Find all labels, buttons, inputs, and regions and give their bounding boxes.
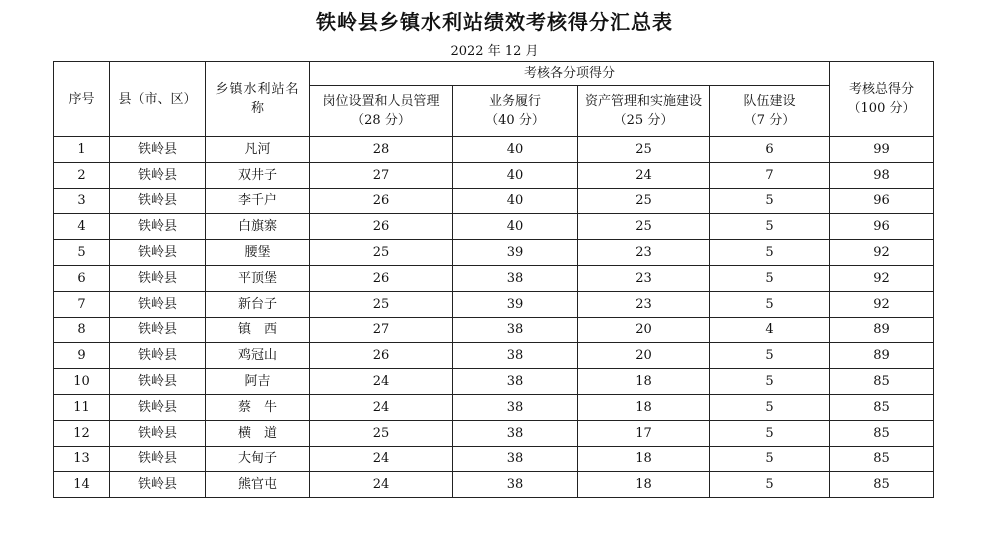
- cell-team-building: 7: [710, 162, 830, 188]
- cell-station: 凡河: [206, 137, 310, 163]
- cell-county: 铁岭县: [110, 369, 206, 395]
- cell-total: 85: [830, 446, 934, 472]
- cell-business-performance: 38: [453, 472, 578, 498]
- cell-team-building: 5: [710, 265, 830, 291]
- cell-team-building: 5: [710, 394, 830, 420]
- cell-county: 铁岭县: [110, 420, 206, 446]
- cell-total: 85: [830, 472, 934, 498]
- cell-county: 铁岭县: [110, 214, 206, 240]
- cell-station: 李千户: [206, 188, 310, 214]
- header-asset-management-line2: （25 分）: [613, 113, 674, 128]
- cell-business-performance: 38: [453, 446, 578, 472]
- cell-county: 铁岭县: [110, 265, 206, 291]
- table-row: [54, 265, 934, 291]
- cell-station: 腰堡: [206, 240, 310, 266]
- cell-station: 阿吉: [206, 369, 310, 395]
- header-post-management: [310, 86, 453, 137]
- table-row: [54, 214, 934, 240]
- cell-total: 89: [830, 317, 934, 343]
- cell-asset-management: 18: [578, 472, 710, 498]
- cell-post-management: 26: [310, 265, 453, 291]
- cell-asset-management: 18: [578, 369, 710, 395]
- header-post-management-line1: 岗位设置和人员管理: [322, 94, 440, 109]
- cell-business-performance: 38: [453, 343, 578, 369]
- cell-index: 13: [54, 446, 110, 472]
- cell-index: 1: [54, 137, 110, 163]
- cell-asset-management: 23: [578, 265, 710, 291]
- cell-total: 85: [830, 420, 934, 446]
- cell-team-building: 5: [710, 240, 830, 266]
- cell-station: 白旗寨: [206, 214, 310, 240]
- cell-post-management: 27: [310, 162, 453, 188]
- cell-post-management: 26: [310, 214, 453, 240]
- table-row: [54, 291, 934, 317]
- cell-asset-management: 25: [578, 137, 710, 163]
- header-total-line1: 考核总得分: [849, 82, 915, 97]
- cell-total: 92: [830, 265, 934, 291]
- cell-total: 98: [830, 162, 934, 188]
- score-summary-table: [53, 61, 934, 498]
- header-post-management-line2: （28 分）: [351, 113, 411, 128]
- page-title: 铁岭县乡镇水利站绩效考核得分汇总表: [316, 10, 673, 34]
- cell-county: 铁岭县: [110, 394, 206, 420]
- table-row: [54, 472, 934, 498]
- cell-business-performance: 38: [453, 369, 578, 395]
- cell-asset-management: 25: [578, 214, 710, 240]
- cell-index: 14: [54, 472, 110, 498]
- cell-index: 7: [54, 291, 110, 317]
- cell-asset-management: 17: [578, 420, 710, 446]
- cell-index: 4: [54, 214, 110, 240]
- cell-county: 铁岭县: [110, 162, 206, 188]
- cell-county: 铁岭县: [110, 472, 206, 498]
- cell-station: 熊官屯: [206, 472, 310, 498]
- cell-total: 96: [830, 214, 934, 240]
- header-row-top: [54, 62, 934, 86]
- cell-station: 双井子: [206, 162, 310, 188]
- cell-index: 11: [54, 394, 110, 420]
- cell-business-performance: 40: [453, 188, 578, 214]
- cell-asset-management: 18: [578, 394, 710, 420]
- table-row: [54, 369, 934, 395]
- header-asset-management-line1: 资产管理和实施建设: [584, 94, 702, 109]
- cell-business-performance: 38: [453, 394, 578, 420]
- cell-team-building: 5: [710, 472, 830, 498]
- cell-county: 铁岭县: [110, 188, 206, 214]
- cell-post-management: 24: [310, 472, 453, 498]
- table-row: [54, 317, 934, 343]
- header-business-performance-line1: 业务履行: [488, 94, 541, 109]
- cell-asset-management: 23: [578, 291, 710, 317]
- cell-business-performance: 38: [453, 265, 578, 291]
- cell-post-management: 26: [310, 188, 453, 214]
- cell-post-management: 26: [310, 343, 453, 369]
- cell-post-management: 24: [310, 446, 453, 472]
- cell-asset-management: 20: [578, 343, 710, 369]
- table-row: [54, 188, 934, 214]
- cell-business-performance: 39: [453, 291, 578, 317]
- header-total: [830, 62, 934, 137]
- cell-post-management: 27: [310, 317, 453, 343]
- cell-index: 10: [54, 369, 110, 395]
- cell-post-management: 25: [310, 291, 453, 317]
- cell-post-management: 25: [310, 240, 453, 266]
- header-total-line2: （100 分）: [847, 101, 916, 116]
- cell-team-building: 5: [710, 343, 830, 369]
- table-row: [54, 420, 934, 446]
- cell-county: 铁岭县: [110, 446, 206, 472]
- cell-index: 6: [54, 265, 110, 291]
- cell-station: 新台子: [206, 291, 310, 317]
- cell-station: 鸡冠山: [206, 343, 310, 369]
- cell-team-building: 5: [710, 188, 830, 214]
- cell-station: 镇 西: [206, 317, 310, 343]
- cell-team-building: 5: [710, 420, 830, 446]
- cell-total: 85: [830, 394, 934, 420]
- table-row: [54, 343, 934, 369]
- cell-station: 横 道: [206, 420, 310, 446]
- cell-team-building: 5: [710, 369, 830, 395]
- table-row: [54, 240, 934, 266]
- table-row: [54, 446, 934, 472]
- cell-index: 8: [54, 317, 110, 343]
- header-team-building-line1: 队伍建设: [743, 94, 796, 109]
- cell-total: 85: [830, 369, 934, 395]
- cell-asset-management: 20: [578, 317, 710, 343]
- cell-total: 96: [830, 188, 934, 214]
- cell-asset-management: 23: [578, 240, 710, 266]
- header-station-line2: 称: [250, 101, 264, 116]
- table-row: [54, 162, 934, 188]
- cell-total: 92: [830, 291, 934, 317]
- header-index: 序号: [54, 62, 110, 137]
- cell-index: 3: [54, 188, 110, 214]
- header-business-performance-line2: （40 分）: [485, 113, 545, 128]
- cell-post-management: 28: [310, 137, 453, 163]
- cell-team-building: 6: [710, 137, 830, 163]
- cell-team-building: 5: [710, 291, 830, 317]
- header-asset-management: [578, 86, 710, 137]
- cell-post-management: 25: [310, 420, 453, 446]
- header-subscores-group: 考核各分项得分: [310, 62, 830, 86]
- header-station-line1: 乡镇水利站名: [215, 82, 300, 97]
- cell-team-building: 4: [710, 317, 830, 343]
- cell-county: 铁岭县: [110, 291, 206, 317]
- cell-station: 大甸子: [206, 446, 310, 472]
- header-county: 县（市、区）: [110, 62, 206, 137]
- cell-business-performance: 40: [453, 214, 578, 240]
- cell-station: 蔡 牛: [206, 394, 310, 420]
- cell-county: 铁岭县: [110, 137, 206, 163]
- cell-total: 89: [830, 343, 934, 369]
- cell-business-performance: 40: [453, 162, 578, 188]
- cell-total: 92: [830, 240, 934, 266]
- cell-asset-management: 18: [578, 446, 710, 472]
- cell-index: 9: [54, 343, 110, 369]
- cell-index: 5: [54, 240, 110, 266]
- cell-county: 铁岭县: [110, 317, 206, 343]
- cell-team-building: 5: [710, 446, 830, 472]
- header-business-performance: [453, 86, 578, 137]
- cell-business-performance: 39: [453, 240, 578, 266]
- cell-county: 铁岭县: [110, 240, 206, 266]
- cell-asset-management: 24: [578, 162, 710, 188]
- table-row: [54, 394, 934, 420]
- cell-business-performance: 38: [453, 420, 578, 446]
- header-team-building-line2: （7 分）: [743, 113, 796, 128]
- cell-business-performance: 40: [453, 137, 578, 163]
- header-team-building: [710, 86, 830, 137]
- header-station: [206, 62, 310, 137]
- cell-index: 2: [54, 162, 110, 188]
- cell-index: 12: [54, 420, 110, 446]
- cell-team-building: 5: [710, 214, 830, 240]
- cell-total: 99: [830, 137, 934, 163]
- cell-post-management: 24: [310, 369, 453, 395]
- cell-asset-management: 25: [578, 188, 710, 214]
- report-date: 2022 年 12 月: [450, 44, 539, 59]
- cell-business-performance: 38: [453, 317, 578, 343]
- cell-post-management: 24: [310, 394, 453, 420]
- table-row: [54, 137, 934, 163]
- cell-station: 平顶堡: [206, 265, 310, 291]
- cell-county: 铁岭县: [110, 343, 206, 369]
